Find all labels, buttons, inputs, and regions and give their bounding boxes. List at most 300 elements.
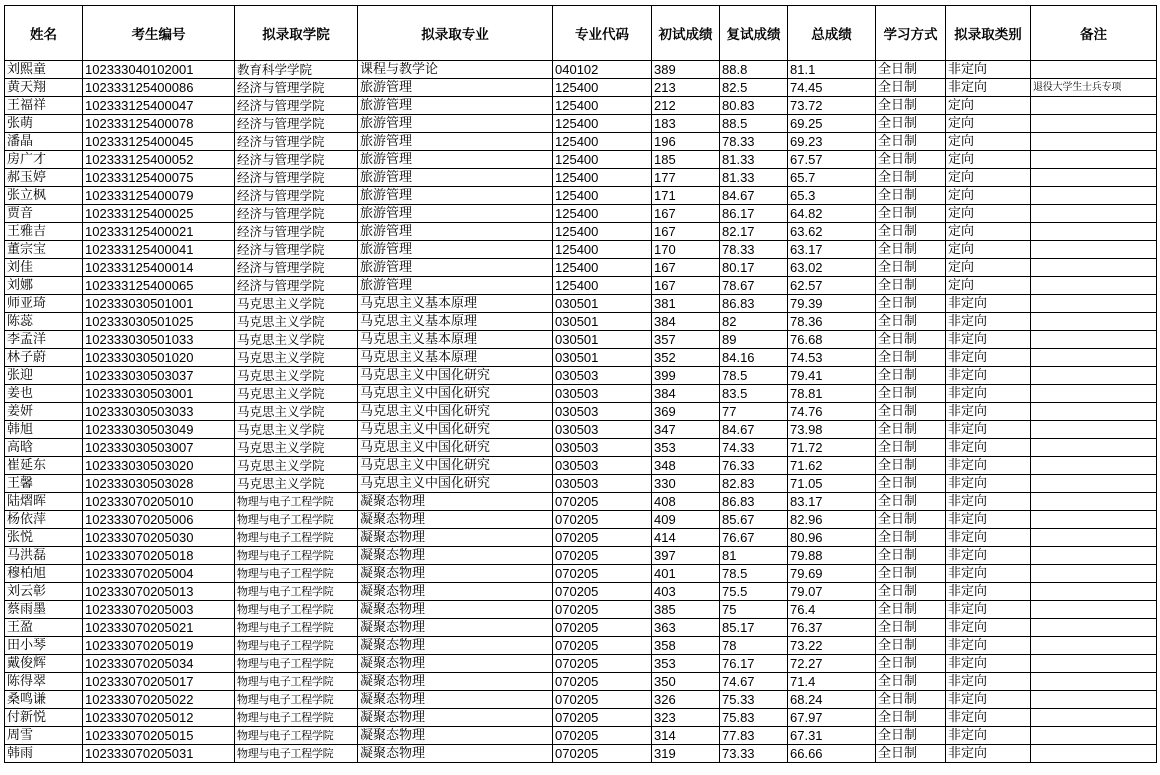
major-code-cell: 040102 [553,61,652,79]
retest-score-cell: 73.33 [720,745,788,763]
major-code-cell: 070205 [553,709,652,727]
college-cell: 物理与电子工程学院 [235,619,358,637]
exam-id-cell: 102333125400065 [83,277,235,295]
table-row [5,187,1157,205]
remarks-cell [1031,61,1157,79]
name-cell: 崔延东 [5,457,83,475]
name-cell: 付新悦 [5,709,83,727]
retest-score-cell: 84.67 [720,187,788,205]
study-mode-cell: 全日制 [876,115,946,133]
remarks-cell [1031,619,1157,637]
initial-score-cell: 319 [652,745,720,763]
major-cell: 凝聚态物理 [358,727,553,745]
exam-id-cell: 102333070205006 [83,511,235,529]
name-cell: 张迎 [5,367,83,385]
admission-type-cell: 非定向 [946,349,1031,367]
admission-type-cell: 定向 [946,241,1031,259]
college-cell: 物理与电子工程学院 [235,709,358,727]
initial-score-cell: 369 [652,403,720,421]
table-row [5,169,1157,187]
major-cell: 凝聚态物理 [358,547,553,565]
study-mode-cell: 全日制 [876,493,946,511]
college-cell: 马克思主义学院 [235,331,358,349]
total-score-cell: 71.62 [788,457,876,475]
remarks-cell [1031,691,1157,709]
retest-score-cell: 81.33 [720,169,788,187]
college-cell: 经济与管理学院 [235,169,358,187]
retest-score-cell: 84.16 [720,349,788,367]
remarks-cell [1031,637,1157,655]
major-code-cell: 070205 [553,691,652,709]
study-mode-cell: 全日制 [876,601,946,619]
name-cell: 张悦 [5,529,83,547]
total-score-cell: 71.72 [788,439,876,457]
name-cell: 姜也 [5,385,83,403]
major-cell: 马克思主义基本原理 [358,349,553,367]
admission-type-cell: 定向 [946,223,1031,241]
admission-type-cell: 非定向 [946,637,1031,655]
retest-score-cell: 78.5 [720,565,788,583]
initial-score-cell: 408 [652,493,720,511]
exam-id-cell: 102333040102001 [83,61,235,79]
name-cell: 张萌 [5,115,83,133]
total-score-cell: 68.24 [788,691,876,709]
table-row [5,421,1157,439]
table-row [5,475,1157,493]
initial-score-cell: 353 [652,439,720,457]
total-score-cell: 76.37 [788,619,876,637]
remarks-cell [1031,583,1157,601]
retest-score-cell: 77 [720,403,788,421]
table-body [5,61,1157,763]
college-cell: 马克思主义学院 [235,295,358,313]
initial-score-cell: 414 [652,529,720,547]
admission-type-cell: 非定向 [946,367,1031,385]
remarks-cell [1031,187,1157,205]
study-mode-cell: 全日制 [876,151,946,169]
admission-type-cell: 非定向 [946,655,1031,673]
retest-score-cell: 89 [720,331,788,349]
initial-score-cell: 348 [652,457,720,475]
major-code-cell: 030501 [553,313,652,331]
study-mode-cell: 全日制 [876,619,946,637]
major-cell: 凝聚态物理 [358,655,553,673]
table-row [5,403,1157,421]
initial-score-cell: 326 [652,691,720,709]
total-score-cell: 71.4 [788,673,876,691]
total-score-cell: 79.69 [788,565,876,583]
major-cell: 马克思主义中国化研究 [358,475,553,493]
table-row [5,493,1157,511]
table-row [5,583,1157,601]
study-mode-cell: 全日制 [876,133,946,151]
name-cell: 高晗 [5,439,83,457]
total-score-cell: 66.66 [788,745,876,763]
name-cell: 戴俊辉 [5,655,83,673]
study-mode-cell: 全日制 [876,259,946,277]
retest-score-cell: 78.67 [720,277,788,295]
initial-score-cell: 357 [652,331,720,349]
exam-id-cell: 102333125400078 [83,115,235,133]
exam-id-cell: 102333070205003 [83,601,235,619]
table-row [5,277,1157,295]
study-mode-cell: 全日制 [876,169,946,187]
initial-score-cell: 183 [652,115,720,133]
retest-score-cell: 86.83 [720,295,788,313]
table-row [5,79,1157,97]
college-cell: 经济与管理学院 [235,151,358,169]
name-cell: 田小琴 [5,637,83,655]
total-score-cell: 63.62 [788,223,876,241]
column-header-study-mode: 学习方式 [876,6,946,61]
college-cell: 马克思主义学院 [235,403,358,421]
table-row [5,151,1157,169]
name-cell: 桑鸣谦 [5,691,83,709]
exam-id-cell: 102333070205021 [83,619,235,637]
retest-score-cell: 74.33 [720,439,788,457]
admission-type-cell: 非定向 [946,79,1031,97]
total-score-cell: 73.98 [788,421,876,439]
remarks-cell [1031,547,1157,565]
major-code-cell: 070205 [553,529,652,547]
retest-score-cell: 84.67 [720,421,788,439]
initial-score-cell: 171 [652,187,720,205]
column-header-exam-id: 考生编号 [83,6,235,61]
study-mode-cell: 全日制 [876,637,946,655]
name-cell: 潘晶 [5,133,83,151]
major-cell: 马克思主义基本原理 [358,295,553,313]
major-code-cell: 125400 [553,205,652,223]
total-score-cell: 63.17 [788,241,876,259]
college-cell: 经济与管理学院 [235,133,358,151]
college-cell: 马克思主义学院 [235,457,358,475]
name-cell: 刘熙童 [5,61,83,79]
initial-score-cell: 381 [652,295,720,313]
major-cell: 凝聚态物理 [358,511,553,529]
admission-type-cell: 定向 [946,133,1031,151]
study-mode-cell: 全日制 [876,331,946,349]
initial-score-cell: 347 [652,421,720,439]
exam-id-cell: 102333030503020 [83,457,235,475]
major-code-cell: 125400 [553,277,652,295]
remarks-cell [1031,241,1157,259]
admission-type-cell: 非定向 [946,331,1031,349]
total-score-cell: 80.96 [788,529,876,547]
retest-score-cell: 74.67 [720,673,788,691]
table-row [5,457,1157,475]
exam-id-cell: 102333070205010 [83,493,235,511]
exam-id-cell: 102333125400075 [83,169,235,187]
study-mode-cell: 全日制 [876,745,946,763]
major-code-cell: 125400 [553,133,652,151]
column-header-name: 姓名 [5,6,83,61]
college-cell: 物理与电子工程学院 [235,565,358,583]
total-score-cell: 81.1 [788,61,876,79]
initial-score-cell: 353 [652,655,720,673]
major-code-cell: 070205 [553,619,652,637]
college-cell: 经济与管理学院 [235,187,358,205]
table-row [5,529,1157,547]
total-score-cell: 67.31 [788,727,876,745]
remarks-cell [1031,475,1157,493]
admission-type-cell: 非定向 [946,565,1031,583]
college-cell: 马克思主义学院 [235,349,358,367]
initial-score-cell: 401 [652,565,720,583]
retest-score-cell: 80.17 [720,259,788,277]
major-cell: 马克思主义中国化研究 [358,403,553,421]
exam-id-cell: 102333030503028 [83,475,235,493]
study-mode-cell: 全日制 [876,565,946,583]
admission-type-cell: 非定向 [946,709,1031,727]
college-cell: 物理与电子工程学院 [235,583,358,601]
study-mode-cell: 全日制 [876,241,946,259]
major-cell: 马克思主义中国化研究 [358,367,553,385]
admission-list-sheet [4,5,1157,763]
study-mode-cell: 全日制 [876,583,946,601]
exam-id-cell: 102333125400045 [83,133,235,151]
study-mode-cell: 全日制 [876,349,946,367]
remarks-cell [1031,313,1157,331]
major-cell: 马克思主义中国化研究 [358,457,553,475]
admission-type-cell: 定向 [946,97,1031,115]
column-header-initial-score: 初试成绩 [652,6,720,61]
table-row [5,259,1157,277]
major-code-cell: 030503 [553,403,652,421]
retest-score-cell: 76.17 [720,655,788,673]
table-row [5,385,1157,403]
major-cell: 旅游管理 [358,277,553,295]
major-cell: 旅游管理 [358,79,553,97]
college-cell: 物理与电子工程学院 [235,691,358,709]
remarks-cell [1031,331,1157,349]
major-cell: 旅游管理 [358,115,553,133]
total-score-cell: 78.81 [788,385,876,403]
major-cell: 凝聚态物理 [358,637,553,655]
retest-score-cell: 78.33 [720,241,788,259]
major-cell: 旅游管理 [358,259,553,277]
name-cell: 董宗宝 [5,241,83,259]
total-score-cell: 71.05 [788,475,876,493]
initial-score-cell: 185 [652,151,720,169]
total-score-cell: 79.39 [788,295,876,313]
name-cell: 李孟洋 [5,331,83,349]
retest-score-cell: 88.5 [720,115,788,133]
admission-type-cell: 非定向 [946,385,1031,403]
total-score-cell: 79.88 [788,547,876,565]
remarks-cell [1031,349,1157,367]
column-header-major-code: 专业代码 [553,6,652,61]
major-cell: 凝聚态物理 [358,493,553,511]
table-row [5,295,1157,313]
college-cell: 经济与管理学院 [235,241,358,259]
retest-score-cell: 85.17 [720,619,788,637]
exam-id-cell: 102333125400014 [83,259,235,277]
study-mode-cell: 全日制 [876,655,946,673]
remarks-cell [1031,439,1157,457]
major-code-cell: 125400 [553,97,652,115]
major-code-cell: 125400 [553,259,652,277]
major-cell: 凝聚态物理 [358,691,553,709]
total-score-cell: 82.96 [788,511,876,529]
major-cell: 课程与教学论 [358,61,553,79]
study-mode-cell: 全日制 [876,61,946,79]
name-cell: 刘娜 [5,277,83,295]
remarks-cell [1031,367,1157,385]
initial-score-cell: 323 [652,709,720,727]
retest-score-cell: 82.17 [720,223,788,241]
major-code-cell: 125400 [553,169,652,187]
initial-score-cell: 352 [652,349,720,367]
name-cell: 杨依萍 [5,511,83,529]
exam-id-cell: 102333125400025 [83,205,235,223]
admission-table [4,5,1157,763]
total-score-cell: 73.72 [788,97,876,115]
exam-id-cell: 102333070205017 [83,673,235,691]
name-cell: 林子蔚 [5,349,83,367]
major-code-cell: 030503 [553,367,652,385]
name-cell: 韩雨 [5,745,83,763]
study-mode-cell: 全日制 [876,313,946,331]
study-mode-cell: 全日制 [876,223,946,241]
college-cell: 物理与电子工程学院 [235,547,358,565]
major-cell: 凝聚态物理 [358,565,553,583]
name-cell: 陆熠晖 [5,493,83,511]
major-code-cell: 070205 [553,547,652,565]
remarks-cell [1031,169,1157,187]
admission-type-cell: 非定向 [946,727,1031,745]
total-score-cell: 83.17 [788,493,876,511]
total-score-cell: 74.53 [788,349,876,367]
remarks-cell: 退役大学生士兵专项 [1031,79,1157,97]
college-cell: 物理与电子工程学院 [235,511,358,529]
table-row [5,367,1157,385]
major-code-cell: 070205 [553,583,652,601]
total-score-cell: 67.57 [788,151,876,169]
remarks-cell [1031,133,1157,151]
study-mode-cell: 全日制 [876,511,946,529]
major-code-cell: 030503 [553,439,652,457]
remarks-cell [1031,673,1157,691]
admission-type-cell: 非定向 [946,619,1031,637]
admission-type-cell: 非定向 [946,313,1031,331]
exam-id-cell: 102333030503049 [83,421,235,439]
initial-score-cell: 403 [652,583,720,601]
column-header-total-score: 总成绩 [788,6,876,61]
initial-score-cell: 167 [652,277,720,295]
column-header-retest-score: 复试成绩 [720,6,788,61]
major-code-cell: 125400 [553,241,652,259]
name-cell: 贾音 [5,205,83,223]
admission-type-cell: 非定向 [946,61,1031,79]
major-cell: 旅游管理 [358,223,553,241]
name-cell: 王雅吉 [5,223,83,241]
major-cell: 凝聚态物理 [358,745,553,763]
exam-id-cell: 102333030503033 [83,403,235,421]
major-cell: 马克思主义基本原理 [358,331,553,349]
major-code-cell: 125400 [553,187,652,205]
name-cell: 蔡雨墨 [5,601,83,619]
total-score-cell: 73.22 [788,637,876,655]
initial-score-cell: 330 [652,475,720,493]
remarks-cell [1031,115,1157,133]
major-cell: 凝聚态物理 [358,529,553,547]
exam-id-cell: 102333030501001 [83,295,235,313]
header-row [5,6,1157,61]
remarks-cell [1031,421,1157,439]
exam-id-cell: 102333125400086 [83,79,235,97]
major-code-cell: 070205 [553,637,652,655]
admission-type-cell: 非定向 [946,673,1031,691]
major-cell: 凝聚态物理 [358,583,553,601]
admission-type-cell: 非定向 [946,403,1031,421]
college-cell: 马克思主义学院 [235,313,358,331]
study-mode-cell: 全日制 [876,187,946,205]
college-cell: 物理与电子工程学院 [235,637,358,655]
major-code-cell: 125400 [553,151,652,169]
college-cell: 物理与电子工程学院 [235,727,358,745]
study-mode-cell: 全日制 [876,295,946,313]
remarks-cell [1031,385,1157,403]
major-cell: 凝聚态物理 [358,601,553,619]
name-cell: 姜妍 [5,403,83,421]
major-code-cell: 070205 [553,727,652,745]
remarks-cell [1031,97,1157,115]
exam-id-cell: 102333070205031 [83,745,235,763]
admission-type-cell: 非定向 [946,529,1031,547]
table-row [5,601,1157,619]
major-cell: 马克思主义基本原理 [358,313,553,331]
table-row [5,223,1157,241]
study-mode-cell: 全日制 [876,421,946,439]
major-cell: 凝聚态物理 [358,709,553,727]
admission-type-cell: 定向 [946,259,1031,277]
study-mode-cell: 全日制 [876,727,946,745]
initial-score-cell: 170 [652,241,720,259]
remarks-cell [1031,151,1157,169]
admission-type-cell: 定向 [946,169,1031,187]
initial-score-cell: 177 [652,169,720,187]
study-mode-cell: 全日制 [876,439,946,457]
study-mode-cell: 全日制 [876,691,946,709]
retest-score-cell: 81.33 [720,151,788,169]
college-cell: 物理与电子工程学院 [235,493,358,511]
name-cell: 韩旭 [5,421,83,439]
initial-score-cell: 399 [652,367,720,385]
name-cell: 刘云彰 [5,583,83,601]
remarks-cell [1031,511,1157,529]
exam-id-cell: 102333125400079 [83,187,235,205]
name-cell: 师亚琦 [5,295,83,313]
admission-type-cell: 非定向 [946,583,1031,601]
retest-score-cell: 80.83 [720,97,788,115]
exam-id-cell: 102333030501020 [83,349,235,367]
remarks-cell [1031,223,1157,241]
major-code-cell: 125400 [553,79,652,97]
major-cell: 旅游管理 [358,205,553,223]
college-cell: 经济与管理学院 [235,97,358,115]
total-score-cell: 69.23 [788,133,876,151]
retest-score-cell: 75 [720,601,788,619]
major-cell: 旅游管理 [358,133,553,151]
initial-score-cell: 384 [652,313,720,331]
retest-score-cell: 82.83 [720,475,788,493]
exam-id-cell: 102333125400052 [83,151,235,169]
table-row [5,637,1157,655]
remarks-cell [1031,205,1157,223]
remarks-cell [1031,655,1157,673]
study-mode-cell: 全日制 [876,547,946,565]
name-cell: 张立枫 [5,187,83,205]
